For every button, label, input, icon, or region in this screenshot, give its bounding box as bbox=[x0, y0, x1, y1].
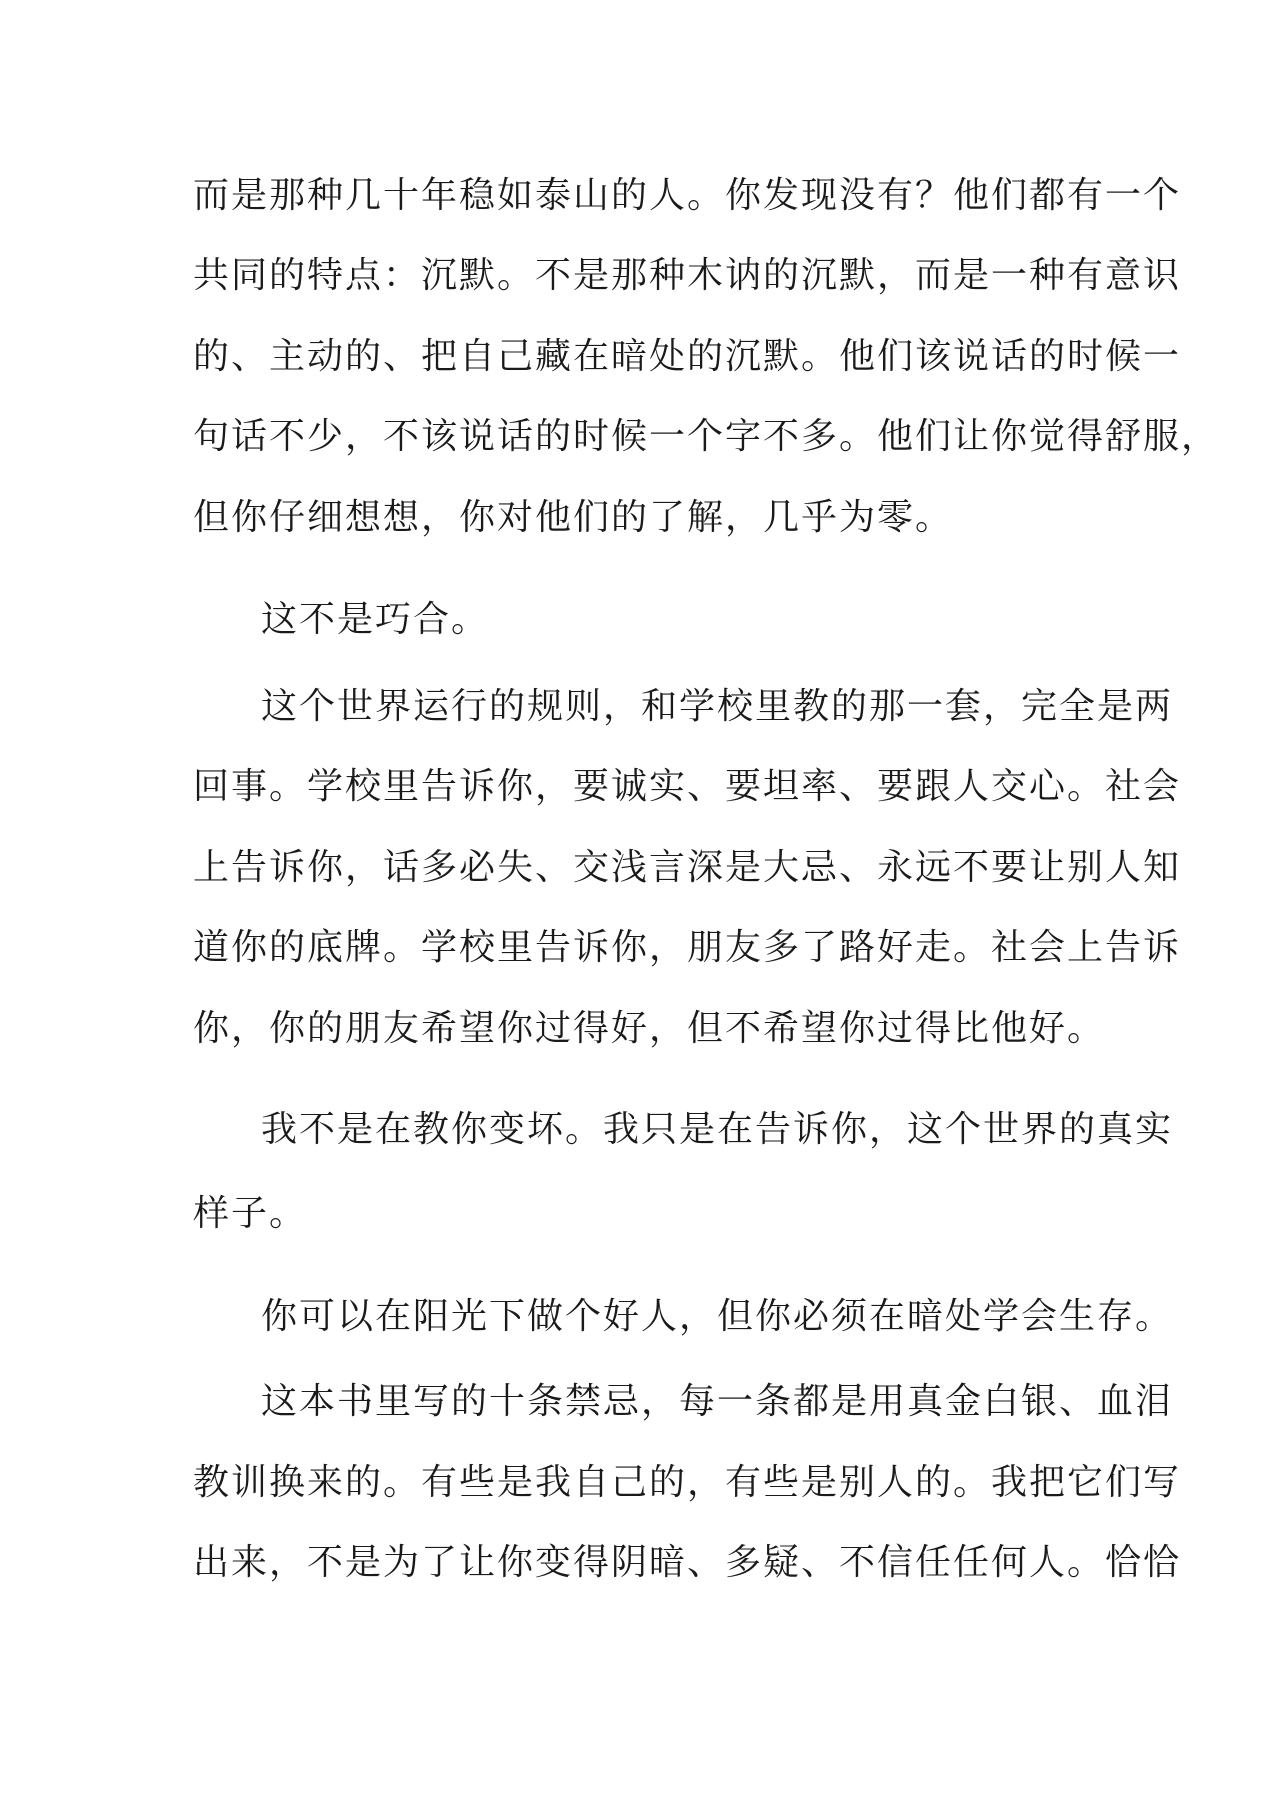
text-line: 教训换来的。有些是我自己的，有些是别人的。我把它们写 bbox=[193, 1462, 1182, 1503]
text-line: 的、主动的、把自己藏在暗处的沉默。他们该说话的时候一 bbox=[193, 336, 1182, 377]
text-line: 这个世界运行的规则，和学校里教的那一套，完全是两 bbox=[261, 686, 1174, 727]
text-line: 句话不少，不该说话的时候一个字不多。他们让你觉得舒服， bbox=[193, 416, 1220, 457]
text-line: 道你的底牌。学校里告诉你，朋友多了路好走。社会上告诉 bbox=[193, 927, 1182, 968]
text-line: 这本书里写的十条禁忌，每一条都是用真金白银、血泪 bbox=[261, 1381, 1174, 1422]
text-line: 你，你的朋友希望你过得好，但不希望你过得比他好。 bbox=[193, 1008, 1106, 1049]
text-line: 共同的特点：沉默。不是那种木讷的沉默，而是一种有意识 bbox=[193, 255, 1182, 296]
text-line: 你可以在阳光下做个好人，但你必须在暗处学会生存。 bbox=[261, 1296, 1174, 1337]
text-line: 我不是在教你变坏。我只是在告诉你，这个世界的真实 bbox=[261, 1109, 1174, 1150]
text-line: 出来，不是为了让你变得阴暗、多疑、不信任任何人。恰恰 bbox=[193, 1542, 1182, 1583]
text-line: 回事。学校里告诉你，要诚实、要坦率、要跟人交心。社会 bbox=[193, 766, 1182, 807]
text-line: 样子。 bbox=[193, 1193, 308, 1234]
text-line: 上告诉你，话多必失、交浅言深是大忌、永远不要让别人知 bbox=[193, 847, 1182, 888]
text-line: 这不是巧合。 bbox=[261, 599, 490, 640]
text-line: 而是那种几十年稳如泰山的人。你发现没有？他们都有一个 bbox=[193, 175, 1182, 216]
text-line: 但你仔细想想，你对他们的了解，几乎为零。 bbox=[193, 497, 954, 538]
